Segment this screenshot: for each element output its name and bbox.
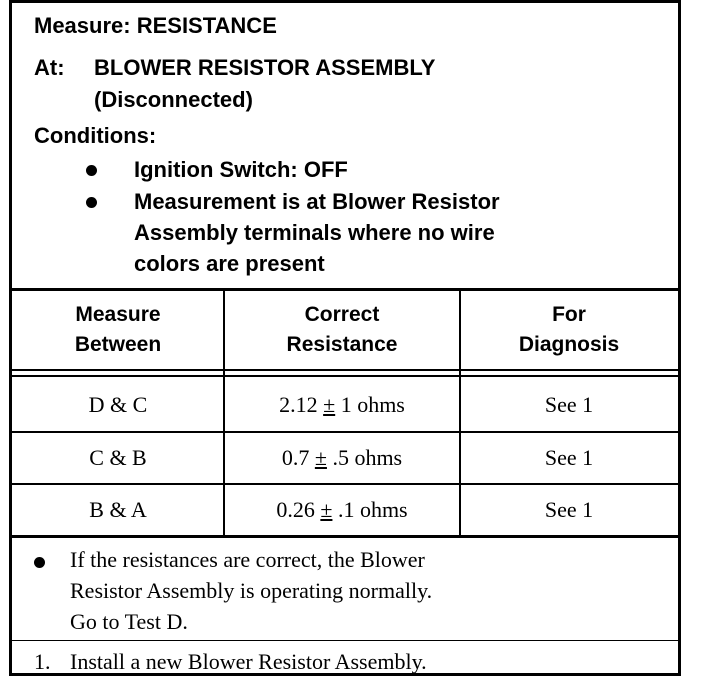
condition-measurement-line2: Assembly terminals where no wire: [134, 220, 495, 245]
measurement-header: [12, 3, 678, 291]
step-number: 1.: [34, 649, 51, 674]
header-rule: [12, 369, 678, 371]
condition-measurement-line3: colors are present: [134, 251, 325, 276]
diagnosis-notes: [12, 537, 678, 673]
at-location: BLOWER RESISTOR ASSEMBLY: [94, 55, 436, 80]
resistance-cell: 0.26 ± .1 ohms: [276, 497, 408, 522]
note-divider: [12, 640, 678, 641]
step-text: Install a new Blower Resistor Assembly.: [70, 649, 427, 674]
table-row: [12, 485, 678, 535]
table-header-row: [12, 291, 678, 369]
condition-measurement-line1: Measurement is at Blower Resistor: [134, 189, 500, 214]
column-header-measure-between: Measure Between: [74, 303, 162, 356]
table-row: [12, 433, 678, 483]
column-divider: [459, 291, 461, 537]
diagnostic-test-card: [9, 0, 681, 676]
diagnosis-cell: See 1: [544, 497, 594, 522]
measure-title: Measure: RESISTANCE: [34, 13, 277, 38]
resistance-cell: 0.7 ± .5 ohms: [281, 445, 403, 470]
measure-between-cell: C & B: [89, 445, 147, 470]
resistance-cell: 2.12 ± 1 ohms: [279, 392, 405, 417]
measure-between-cell: B & A: [89, 497, 147, 522]
header-rule: [12, 375, 678, 377]
table-row: [12, 379, 678, 431]
column-header-correct-resistance: Correct Resistance: [286, 303, 398, 356]
diagnosis-cell: See 1: [544, 445, 594, 470]
diagnosis-cell: See 1: [544, 392, 594, 417]
condition-ignition: Ignition Switch: OFF: [134, 157, 348, 182]
measure-between-cell: D & C: [88, 392, 148, 417]
note-line: Resistor Assembly is operating normally.: [70, 578, 433, 603]
bullet-icon: [34, 557, 45, 568]
conditions-label: Conditions:: [34, 123, 157, 148]
column-divider: [223, 291, 225, 537]
note-line: If the resistances are correct, the Blower: [70, 547, 425, 572]
bullet-icon: [86, 165, 97, 176]
column-header-for-diagnosis: For Diagnosis: [518, 303, 620, 356]
at-label: At:: [34, 55, 65, 80]
note-line: Go to Test D.: [70, 609, 188, 634]
bullet-icon: [86, 197, 97, 208]
at-state: (Disconnected): [94, 87, 253, 112]
